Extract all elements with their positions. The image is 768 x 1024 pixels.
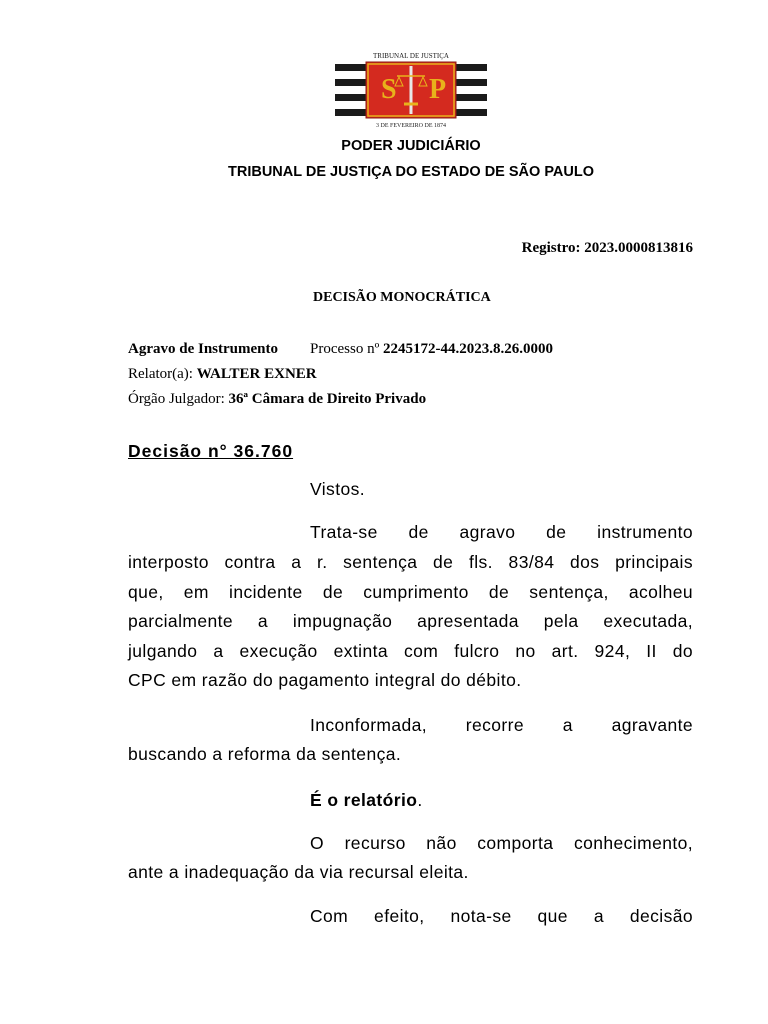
header-tribunal: TRIBUNAL DE JUSTIÇA DO ESTADO DE SÃO PAULO: [227, 164, 594, 180]
decision-heading: Decisão n° 36.760: [128, 441, 294, 461]
paragraph-1-line-6: CPC em razão do pagamento integral do débito.: [128, 670, 522, 690]
relatorio-statement: [310, 790, 423, 811]
meta-relator-label: Relator(a):: [128, 366, 193, 382]
paragraph-1-line-1: Trata-se de agravo de instrumento: [310, 522, 693, 542]
meta-recurso: Agravo de Instrumento: [128, 341, 278, 357]
relatorio-bold: É o relatório: [310, 790, 418, 810]
document-title: DECISÃO MONOCRÁTICA: [313, 290, 491, 305]
vistos: Vistos.: [310, 479, 366, 499]
paragraph-3-line-2: ante a inadequação da via recursal eleita.: [128, 862, 469, 882]
paragraph-3-line-1: O recurso não comporta conhecimento,: [310, 833, 693, 853]
paragraph-1-line-3: que, em incidente de cumprimento de sentença, acolheu: [128, 582, 693, 602]
paragraph-1-line-4: parcialmente a impugnação apresentada pela executada,: [128, 611, 693, 631]
paragraph-1-line-5: julgando a execução extinta com fulcro no art. 924, II do: [128, 641, 693, 661]
meta-relator-name: WALTER EXNER: [196, 366, 317, 382]
meta-processo-label: Processo nº: [310, 341, 380, 357]
meta-processo-number: 2245172-44.2023.8.26.0000: [382, 341, 553, 357]
logo-letter-p: P: [429, 74, 447, 105]
paragraph-4-line-1: Com efeito, nota-se que a decisão: [310, 906, 693, 926]
paragraph-2-line-2: buscando a reforma da sentença.: [128, 744, 402, 764]
registro-number: Registro: 2023.0000813816: [521, 240, 693, 256]
logo-letter-s: S: [381, 74, 397, 105]
paragraph-2-line-1: Inconformada, recorre a agravante: [310, 715, 693, 735]
meta-relator: [128, 366, 317, 383]
header-poder-judiciario: PODER JUDICIÁRIO: [341, 138, 481, 154]
logo-bottom-text: 3 DE FEVEREIRO DE 1874: [376, 123, 446, 129]
tjsp-coat-of-arms-logo: [333, 50, 489, 132]
paragraph-1-line-2: interposto contra a r. sentença de fls. 83/84 dos principais: [128, 552, 693, 572]
meta-orgao-name: 36ª Câmara de Direito Privado: [228, 391, 427, 407]
meta-orgao-label: Órgão Julgador:: [128, 391, 225, 407]
logo-top-text: TRIBUNAL DE JUSTIÇA: [373, 52, 449, 60]
meta-processo: [310, 341, 553, 358]
relatorio-period: .: [417, 790, 423, 810]
meta-orgao: [128, 391, 426, 408]
